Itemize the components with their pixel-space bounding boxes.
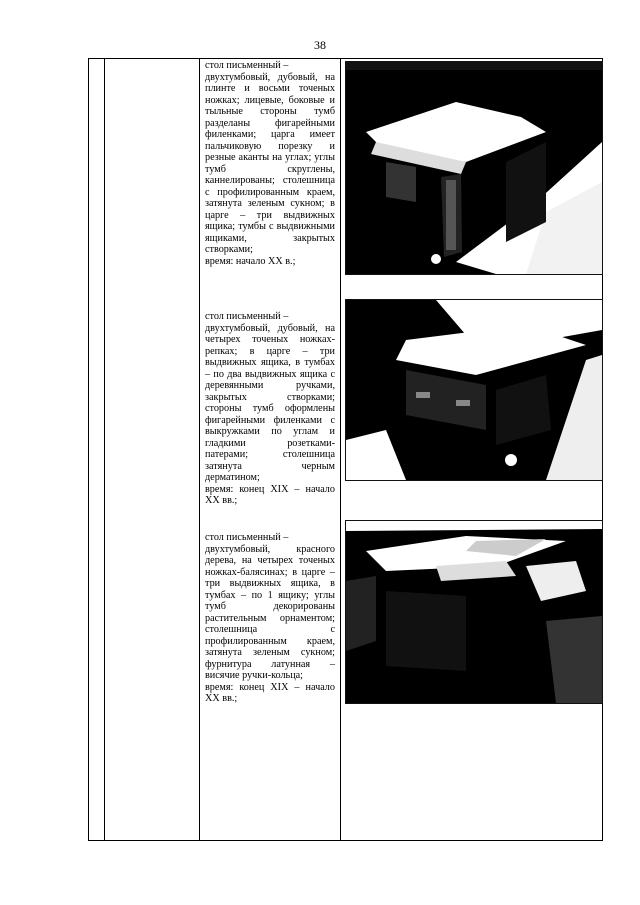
desk-photo	[345, 61, 603, 275]
item-description: стол письменный – двухтумбовый, красного дерева, на четырех точеных ножках-балясинах; в царге – три выдвижных ящика, в тумбах – по 1 ящику; углы тумб декорированы растительным орнаментом; столешница с профилированным краем, затянута зеленым сукном; фурнитура латунная – висячие ручки-кольца; время: конец XIX – начало XX вв.;	[205, 532, 335, 704]
column-divider	[104, 59, 105, 840]
page-number: 38	[314, 38, 326, 52]
column-divider	[340, 59, 341, 840]
item-description: стол письменный – двухтумбовый, дубовый, на четырех точеных ножках-репках; в царге – три выдвижных ящика, в тумбах – по два выдвижных ящика с деревянными ручками, закрытых створками; стороны тумб оформлены фигарейными филенками с выкружками по углам и гладкими розетками-патерами; столешница затянута черным дерматином; время: конец XIX – начало XX вв.;	[205, 311, 335, 506]
item-description: стол письменный – двухтумбовый, дубовый, на плинте и восьми точеных ножках; лицевые, боковые и тыльные стороны тумб разделаны фигарейными филенками; царга имеет пальчиковую порезку и резные аканты на углах; углы тумб скруглены, каннелированы; столешница с профилированным краем, затянута зеленым сукном; в царге – три выдвижных ящика; тумбы с выдвижными ящиками, закрытых створками; время: начало XX в.;	[205, 60, 335, 267]
column-divider	[199, 59, 200, 840]
desk-photo	[345, 520, 603, 704]
desk-photo	[345, 299, 603, 481]
